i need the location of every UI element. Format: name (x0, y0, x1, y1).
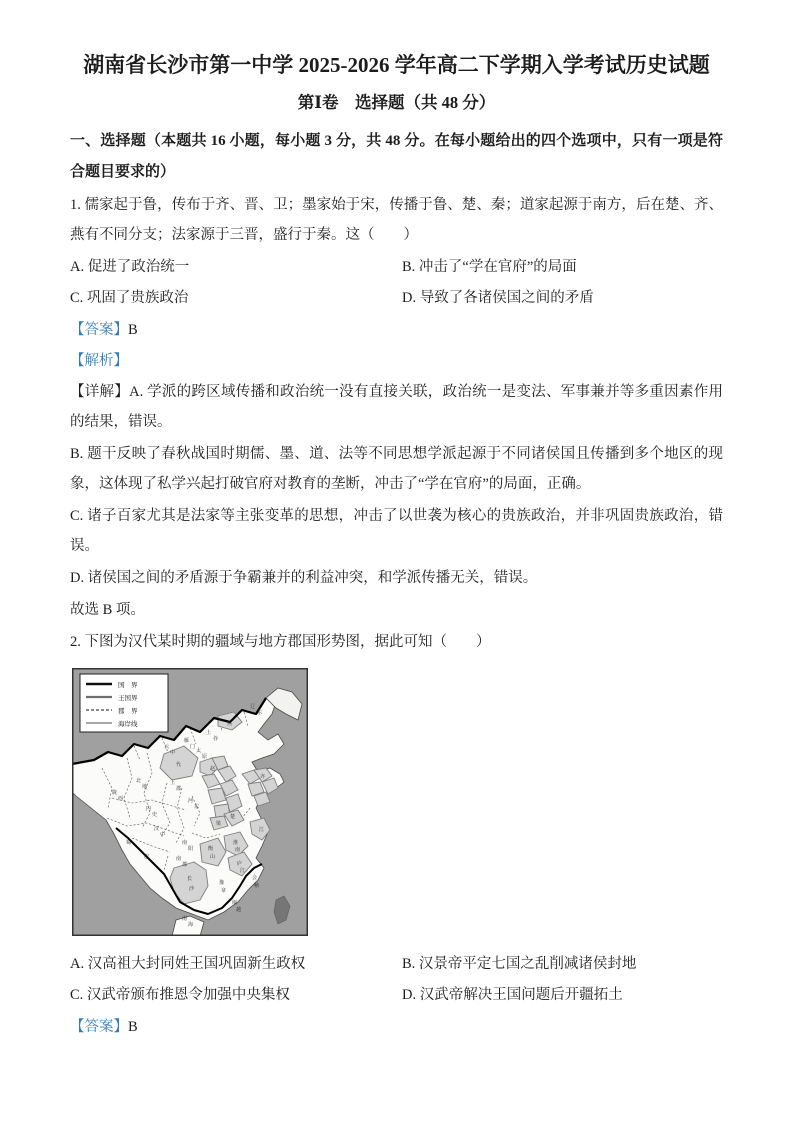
q2-options-row-1 (70, 949, 723, 980)
map-region-label: 汉 (154, 827, 160, 832)
q1-analysis-label: 【解析】 (70, 353, 128, 369)
map-region-label: 章 (221, 889, 227, 894)
map-region-label: 中 (160, 833, 166, 838)
map-region-label: 上 (170, 781, 176, 786)
map-region-label: 稽 (254, 884, 260, 889)
q1-explanation-paragraph: C. 诸子百家尤其是法家等主张变革的思想，冲击了以世袭为核心的贵族政治，并非巩固贵族政治，错误。 (70, 508, 723, 554)
map-region-label: 越 (236, 908, 242, 913)
q1-explanation-paragraph: B. 题干反映了春秋战国时期儒、墨、道、法等不同思想学派起源于不同诸侯国且传播到多个地区的现象，这体现了私学兴起打破官府对教育的垄断，冲击了“学在官府”的局面，正确。 (70, 446, 723, 492)
legend-label-commandery-border: 郡 界 (118, 708, 138, 715)
q2-option-b: B. 汉景帝平定七国之乱削减诸侯封地 (402, 956, 637, 972)
map-region-label: 史 (152, 813, 158, 818)
answer-label: 【答案】 (70, 322, 128, 338)
map-region-label: 雁 (184, 739, 190, 744)
q1-option-c: C. 巩固了贵族政治 (70, 290, 189, 306)
map-region-label: 东 (257, 711, 263, 716)
q1-answer-line (70, 315, 723, 345)
map-region-label: 辽 (250, 705, 256, 710)
map-region-label: 南 (182, 917, 188, 922)
map-region-label: 原 (202, 755, 208, 760)
map-region-label: 会 (252, 876, 258, 881)
q1-explanation-conclusion: 故选 B 项。 (70, 602, 145, 618)
map-region-label: 南 (182, 841, 188, 846)
q2-option-d: D. 汉武帝解决王国问题后开疆拓土 (402, 987, 623, 1003)
map-region-label: 淮 (233, 841, 239, 846)
map-region-label: 阳 (188, 847, 194, 852)
section-instructions: 一、选择题（本题共 16 小题，每小题 3 分，共 48 分。在每小题给出的四个选项中，只有一项是符合题目要求的） (70, 133, 723, 180)
map-region-label: 西 (118, 797, 124, 802)
q1-option-b: B. 冲击了“学在官府”的局面 (402, 259, 577, 275)
q1-options-row-2 (70, 283, 723, 314)
map-region-label: 陇 (112, 791, 118, 796)
map-region-label: 庐 (237, 862, 243, 867)
map-region-label: 江 (240, 869, 246, 874)
q2-answer-value: B (128, 1019, 138, 1035)
q2-option-a: A. 汉高祖大封同姓王国巩固新生政权 (70, 956, 306, 972)
map-region-label: 巴 (144, 855, 150, 860)
map-region-label: 长 (187, 877, 193, 882)
map-legend (80, 674, 168, 732)
legend-label-kingdom-border: 王国界 (118, 695, 138, 702)
map-region-label: 谷 (213, 737, 219, 742)
map-region-label: 蜀 (126, 841, 132, 846)
han-dynasty-map (72, 668, 308, 936)
map-region-label: 门 (190, 745, 196, 750)
map-region-label: 中 (170, 751, 176, 756)
q1-options-row-1 (70, 252, 723, 283)
map-region-label: 太 (196, 749, 202, 754)
map-region-label: 内 (146, 807, 152, 812)
map-region-label: 齐 (260, 775, 266, 780)
map-region-label: 豫 (219, 881, 225, 886)
map-region-label: 云 (164, 745, 170, 750)
map-region-label: 衡 (208, 847, 214, 852)
q2-answer-line (70, 1012, 723, 1042)
map-region-label: 郡 (182, 863, 188, 868)
q1-option-a: A. 促进了政治统一 (70, 259, 190, 275)
q1-explanation-paragraph: D. 诸侯国之间的矛盾源于争霸兼并的利益冲突，和学派传播无关，错误。 (70, 570, 538, 586)
section-title: 第Ⅰ卷 选择题（共 48 分） (297, 93, 496, 112)
q1-option-d: D. 导致了各诸侯国之间的矛盾 (402, 290, 594, 306)
map-region-label: 南 (235, 848, 241, 853)
map-region-label: 东 (194, 805, 200, 810)
q1-explanation-paragraph: 【详解】A. 学派的跨区域传播和政治统一没有直接关联，政治统一是变法、军事兼并等多重因素作用的结果，错误。 (70, 384, 723, 430)
han-dynasty-map-figure (72, 668, 308, 936)
legend-label-coastline: 海岸线 (118, 721, 138, 728)
map-region-label: 赵 (210, 767, 216, 772)
map-region-label: 代 (176, 763, 182, 768)
map-region-label: 燕 (227, 722, 233, 727)
map-region-label: 楚 (230, 815, 236, 820)
map-region-label: 南 (176, 857, 182, 862)
q1-stem: 1. 儒家起于鲁，传布于齐、晋、卫；墨家始于宋，传播于鲁、楚、秦；道家起源于南方，后在楚、齐、燕有不同分支；法家源于三晋，盛行于秦。这（ ） (70, 197, 723, 243)
map-region-label: 北 (136, 779, 142, 784)
map-region-label: 梁 (216, 822, 222, 827)
map-region-label: 河 (188, 799, 194, 804)
question-1 (70, 190, 723, 625)
legend-label-national-border: 国 界 (118, 682, 138, 689)
q1-answer-value: B (128, 322, 138, 338)
map-region-label: 海 (188, 923, 194, 928)
map-region-label: 江 (259, 828, 265, 833)
answer-label: 【答案】 (70, 1019, 128, 1035)
map-region-label: 闽 (232, 901, 238, 906)
question-2 (70, 627, 723, 1042)
q2-options-row-2 (70, 980, 723, 1011)
map-region-label: 上 (206, 731, 212, 736)
exam-title: 湖南省长沙市第一中学 2025-2026 学年高二下学期入学考试历史试题 (83, 53, 710, 77)
q2-stem: 2. 下图为汉代某时期的疆域与地方郡国形势图，据此可知（ ） (70, 634, 491, 650)
map-region-label: 地 (142, 785, 148, 790)
map-region-label: 沙 (189, 887, 195, 892)
map-region-label: 郡 (176, 787, 182, 792)
map-region-label: 山 (210, 855, 216, 860)
q2-option-c: C. 汉武帝颁布推恩令加强中央集权 (70, 987, 290, 1003)
